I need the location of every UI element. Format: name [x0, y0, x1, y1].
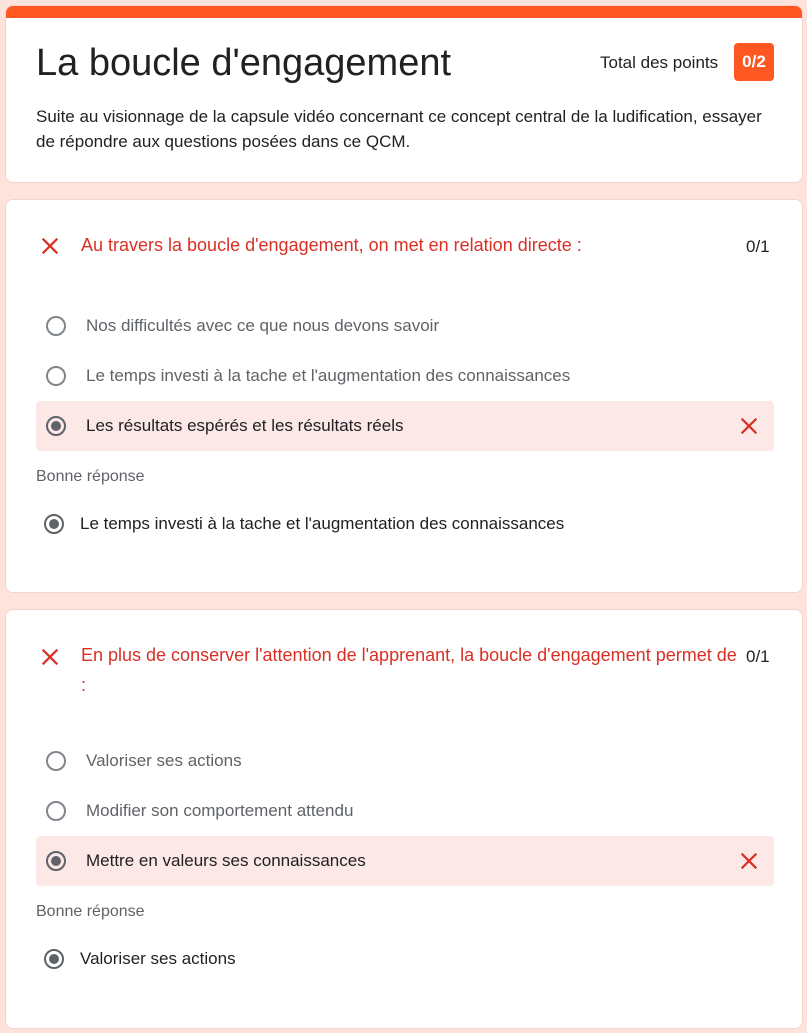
option-2[interactable]: [36, 786, 774, 836]
incorrect-cross-icon: [738, 850, 760, 872]
form-header-card: [5, 5, 803, 183]
accent-bar: [6, 6, 802, 18]
radio-button[interactable]: [46, 366, 66, 386]
radio-button-checked[interactable]: [46, 851, 66, 871]
option-label: Valoriser ses actions: [86, 751, 242, 770]
question-title: Au travers la boucle d'engagement, on met en relation directe :: [81, 235, 582, 255]
correct-answer-label: Le temps investi à la tache et l'augmentation des connaissances: [80, 514, 565, 533]
total-points-label: Total des points: [600, 53, 719, 72]
radio-button-checked: [44, 514, 64, 534]
correct-answer-heading: Bonne réponse: [36, 903, 145, 920]
cross-icon: [39, 646, 61, 668]
correct-answer-label: Valoriser ses actions: [80, 949, 236, 968]
correct-answer-heading: Bonne réponse: [36, 468, 145, 485]
option-label: Modifier son comportement attendu: [86, 801, 354, 820]
option-2[interactable]: [36, 351, 774, 401]
question-card-2: [5, 609, 803, 1029]
question-score: 0/1: [746, 237, 770, 256]
radio-button[interactable]: [46, 751, 66, 771]
option-3-selected-incorrect[interactable]: [36, 401, 774, 451]
form-title: La boucle d'engagement: [36, 42, 452, 84]
correct-answer: [44, 514, 564, 534]
form-description: Suite au visionnage de la capsule vidéo concernant ce concept central de la ludification, essayer de répondre aux questions posées dans ce QCM.: [36, 107, 762, 151]
question-title: En plus de conserver l'attention de l'apprenant, la boucle d'engagement permet de :: [81, 645, 737, 695]
option-1[interactable]: [36, 301, 774, 351]
radio-button[interactable]: [46, 316, 66, 336]
option-label: Mettre en valeurs ses connaissances: [86, 851, 366, 870]
option-label: Le temps investi à la tache et l'augmentation des connaissances: [86, 366, 571, 385]
cross-icon: [39, 235, 61, 257]
option-label: Nos difficultés avec ce que nous devons savoir: [86, 316, 440, 335]
option-label: Les résultats espérés et les résultats réels: [86, 416, 404, 435]
radio-button-checked: [44, 949, 64, 969]
option-3-selected-incorrect[interactable]: [36, 836, 774, 886]
option-1[interactable]: [36, 736, 774, 786]
total-score-badge: 0/2: [734, 43, 774, 81]
radio-button[interactable]: [46, 801, 66, 821]
incorrect-cross-icon: [738, 415, 760, 437]
question-score: 0/1: [746, 647, 770, 666]
question-card-1: [5, 199, 803, 593]
radio-button-checked[interactable]: [46, 416, 66, 436]
correct-answer: [44, 949, 236, 969]
